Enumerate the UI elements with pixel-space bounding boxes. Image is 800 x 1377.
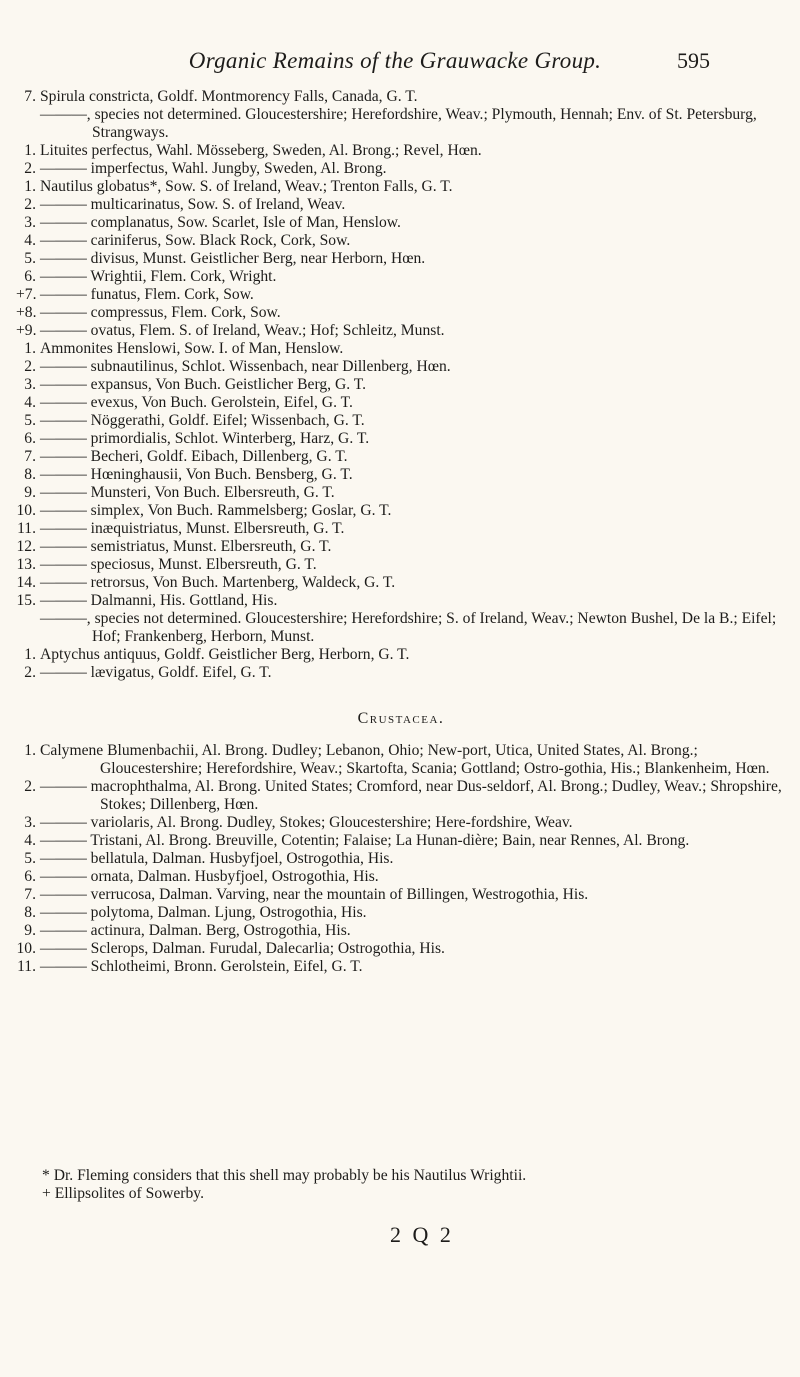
- species-entry: [16, 232, 786, 250]
- entry-text: ——— cariniferus, Sow. Black Rock, Cork, Sow.: [40, 232, 351, 249]
- entry-text: ——— primordialis, Schlot. Winterberg, Harz, G. T.: [40, 430, 370, 447]
- entry-number: 15.: [16, 592, 36, 609]
- entry-number: 5.: [24, 412, 36, 429]
- species-entry: [16, 556, 786, 574]
- entry-text: ——— lævigatus, Goldf. Eifel, G. T.: [40, 664, 272, 681]
- species-entry: [16, 592, 786, 610]
- entry-number: 1.: [24, 742, 36, 759]
- page-number: 595: [677, 48, 710, 73]
- footnote: + Ellipsolites of Sowerby.: [42, 1185, 204, 1202]
- species-entry: [16, 484, 786, 502]
- species-entry: [16, 178, 786, 196]
- running-header: [90, 48, 710, 82]
- entry-number: 9.: [24, 484, 36, 501]
- entry-number: 7.: [24, 886, 36, 903]
- species-entry: [16, 160, 786, 178]
- entry-text: ——— Nöggerathi, Goldf. Eifel; Wissenbach, G. T.: [40, 412, 365, 429]
- entry-text: ——— actinura, Dalman. Berg, Ostrogothia, His.: [40, 922, 351, 939]
- entry-number: 8.: [24, 904, 36, 921]
- species-entry: [16, 538, 786, 556]
- entry-number: 7.: [24, 448, 36, 465]
- entry-text: ——— Wrightii, Flem. Cork, Wright.: [40, 268, 277, 285]
- species-entry: [16, 340, 786, 358]
- entry-text: ——— funatus, Flem. Cork, Sow.: [40, 286, 254, 303]
- entry-number: 6.: [24, 868, 36, 885]
- entry-number: 11.: [17, 520, 36, 537]
- printer-signature: 2 Q 2: [390, 1222, 454, 1247]
- entry-number: 14.: [16, 574, 36, 591]
- entry-text: Aptychus antiquus, Goldf. Geistlicher Berg, Herborn, G. T.: [40, 646, 410, 663]
- species-entry: [16, 814, 786, 832]
- entry-text: ——— ornata, Dalman. Husbyfjoel, Ostrogothia, His.: [40, 868, 379, 885]
- entry-number: 2.: [24, 358, 36, 375]
- entry-text: ——— Becheri, Goldf. Eibach, Dillenberg, G. T.: [40, 448, 348, 465]
- species-entry: [16, 214, 786, 232]
- entry-text: ——— Hœninghausii, Von Buch. Bensberg, G. T.: [40, 466, 353, 483]
- entry-number: 6.: [24, 268, 36, 285]
- entry-number: +7.: [16, 286, 37, 303]
- species-entry: [16, 850, 786, 868]
- entry-text: ——— divisus, Munst. Geistlicher Berg, near Herborn, Hœn.: [40, 250, 426, 267]
- species-entry: [16, 520, 786, 538]
- species-entry: [16, 304, 786, 322]
- species-entry: [16, 250, 786, 268]
- entry-text: ———, species not determined. Gloucestershire; Herefordshire; S. of Ireland, Weav.; Newton Bushel, De la B.; Eifel; Hof; Frankenberg, Herborn, Munst.: [40, 610, 777, 645]
- entry-text: ——— polytoma, Dalman. Ljung, Ostrogothia, His.: [40, 904, 367, 921]
- entry-number: 6.: [24, 430, 36, 447]
- species-entry: [16, 376, 786, 394]
- entry-text: ——— speciosus, Munst. Elbersreuth, G. T.: [40, 556, 317, 573]
- entry-number: 12.: [16, 538, 36, 555]
- entry-text: ——— semistriatus, Munst. Elbersreuth, G. T.: [40, 538, 332, 555]
- entry-number: 1.: [24, 142, 36, 159]
- entry-text: Calymene Blumenbachii, Al. Brong. Dudley; Lebanon, Ohio; New-port, Utica, United States, Al. Brong.; Gloucestershire; Herefordshire, Weav.; Skartofta, Scania; Gottland; Ostro-gothia, His.; Blankenheim, Hœn.: [40, 742, 770, 777]
- entry-text: ———, species not determined. Gloucestershire; Herefordshire, Weav.; Plymouth, Hennah; Env. of St. Petersburg, Strangways.: [40, 106, 757, 141]
- species-entry: [16, 412, 786, 430]
- entry-text: ——— variolaris, Al. Brong. Dudley, Stokes; Gloucestershire; Here-fordshire, Weav.: [40, 814, 573, 831]
- entry-number: 3.: [24, 814, 36, 831]
- entry-text: ——— Sclerops, Dalman. Furudal, Dalecarlia; Ostrogothia, His.: [40, 940, 445, 957]
- entry-text: ——— simplex, Von Buch. Rammelsberg; Goslar, G. T.: [40, 502, 392, 519]
- entry-number: 1.: [24, 340, 36, 357]
- footnote: * Dr. Fleming considers that this shell may probably be his Nautilus Wrightii.: [42, 1167, 527, 1184]
- species-entry: [16, 664, 786, 682]
- entry-text: ——— compressus, Flem. Cork, Sow.: [40, 304, 281, 321]
- entry-number: 3.: [24, 376, 36, 393]
- entry-text: ——— complanatus, Sow. Scarlet, Isle of Man, Henslow.: [40, 214, 401, 231]
- entry-number: 8.: [24, 466, 36, 483]
- species-entry: [16, 106, 786, 142]
- species-entry: [16, 610, 786, 646]
- species-entry: [16, 940, 786, 958]
- species-entry: [16, 502, 786, 520]
- entry-number: 5.: [24, 850, 36, 867]
- entry-text: ——— ovatus, Flem. S. of Ireland, Weav.; Hof; Schleitz, Munst.: [40, 322, 445, 339]
- species-entry: [16, 142, 786, 160]
- species-entry: [16, 196, 786, 214]
- footnotes: [42, 1167, 782, 1203]
- entry-text: ——— Dalmanni, His. Gottland, His.: [40, 592, 278, 609]
- species-entry: [16, 394, 786, 412]
- species-entry: [16, 778, 786, 814]
- species-entry: [16, 832, 786, 850]
- entry-text: ——— Munsteri, Von Buch. Elbersreuth, G. T.: [40, 484, 335, 501]
- entry-number: 10.: [16, 940, 36, 957]
- entry-number: 13.: [16, 556, 36, 573]
- species-entry: [16, 922, 786, 940]
- entry-text: ——— Tristani, Al. Brong. Breuville, Cotentin; Falaise; La Hunan-dière; Bain, near Rennes, Al. Brong.: [40, 832, 690, 849]
- entry-text: ——— verrucosa, Dalman. Varving, near the mountain of Billingen, Westrogothia, His.: [40, 886, 589, 903]
- entry-number: 10.: [16, 502, 36, 519]
- entry-number: 2.: [24, 160, 36, 177]
- fossil-list-crustacea: [16, 742, 786, 976]
- entry-text: ——— macrophthalma, Al. Brong. United States; Cromford, near Dus-seldorf, Al. Brong.; Dudley, Weav.; Shropshire, Stokes; Dillenberg, Hœn.: [40, 778, 782, 813]
- entry-number: 9.: [24, 922, 36, 939]
- species-entry: [16, 868, 786, 886]
- entry-text: ——— inæquistriatus, Munst. Elbersreuth, G. T.: [40, 520, 345, 537]
- entry-number: 7.: [24, 88, 36, 105]
- species-entry: [16, 904, 786, 922]
- entry-text: Lituites perfectus, Wahl. Mösseberg, Sweden, Al. Brong.; Revel, Hœn.: [40, 142, 482, 159]
- entry-number: 2.: [24, 196, 36, 213]
- entry-text: ——— bellatula, Dalman. Husbyfjoel, Ostrogothia, His.: [40, 850, 394, 867]
- entry-text: ——— evexus, Von Buch. Gerolstein, Eifel, G. T.: [40, 394, 353, 411]
- species-entry: [16, 466, 786, 484]
- entry-text: ——— imperfectus, Wahl. Jungby, Sweden, Al. Brong.: [40, 160, 387, 177]
- section-heading: Crustacea.: [357, 710, 445, 727]
- entry-text: ——— subnautilinus, Schlot. Wissenbach, near Dillenberg, Hœn.: [40, 358, 451, 375]
- entry-text: ——— multicarinatus, Sow. S. of Ireland, Weav.: [40, 196, 346, 213]
- entry-number: 11.: [17, 958, 36, 975]
- page-title: Organic Remains of the Grauwacke Group.: [188, 48, 602, 73]
- entry-number: +9.: [16, 322, 37, 339]
- entry-number: 4.: [24, 232, 36, 249]
- species-entry: [16, 430, 786, 448]
- species-entry: [16, 448, 786, 466]
- entry-number: 4.: [24, 394, 36, 411]
- species-entry: [16, 358, 786, 376]
- entry-text: ——— retrorsus, Von Buch. Martenberg, Waldeck, G. T.: [40, 574, 396, 591]
- species-entry: [16, 286, 786, 304]
- entry-number: 2.: [24, 664, 36, 681]
- fossil-list-cephalopoda: [16, 88, 786, 976]
- entry-text: Nautilus globatus*, Sow. S. of Ireland, Weav.; Trenton Falls, G. T.: [40, 178, 453, 195]
- entry-text: Ammonites Henslowi, Sow. I. of Man, Henslow.: [40, 340, 344, 357]
- entry-text: ——— Schlotheimi, Bronn. Gerolstein, Eifel, G. T.: [40, 958, 363, 975]
- entry-number: +8.: [16, 304, 37, 321]
- species-entry: [16, 268, 786, 286]
- entry-number: 4.: [24, 832, 36, 849]
- entry-number: 1.: [24, 178, 36, 195]
- entry-number: 1.: [24, 646, 36, 663]
- species-entry: [16, 88, 786, 106]
- entry-number: 5.: [24, 250, 36, 267]
- species-entry: [16, 742, 786, 778]
- entry-number: 2.: [24, 778, 36, 795]
- entry-number: 3.: [24, 214, 36, 231]
- species-entry: [16, 958, 786, 976]
- species-entry: [16, 574, 786, 592]
- species-entry: [16, 322, 786, 340]
- species-entry: [16, 646, 786, 664]
- entry-text: ——— expansus, Von Buch. Geistlicher Berg, G. T.: [40, 376, 366, 393]
- entry-text: Spirula constricta, Goldf. Montmorency Falls, Canada, G. T.: [40, 88, 418, 105]
- species-entry: [16, 886, 786, 904]
